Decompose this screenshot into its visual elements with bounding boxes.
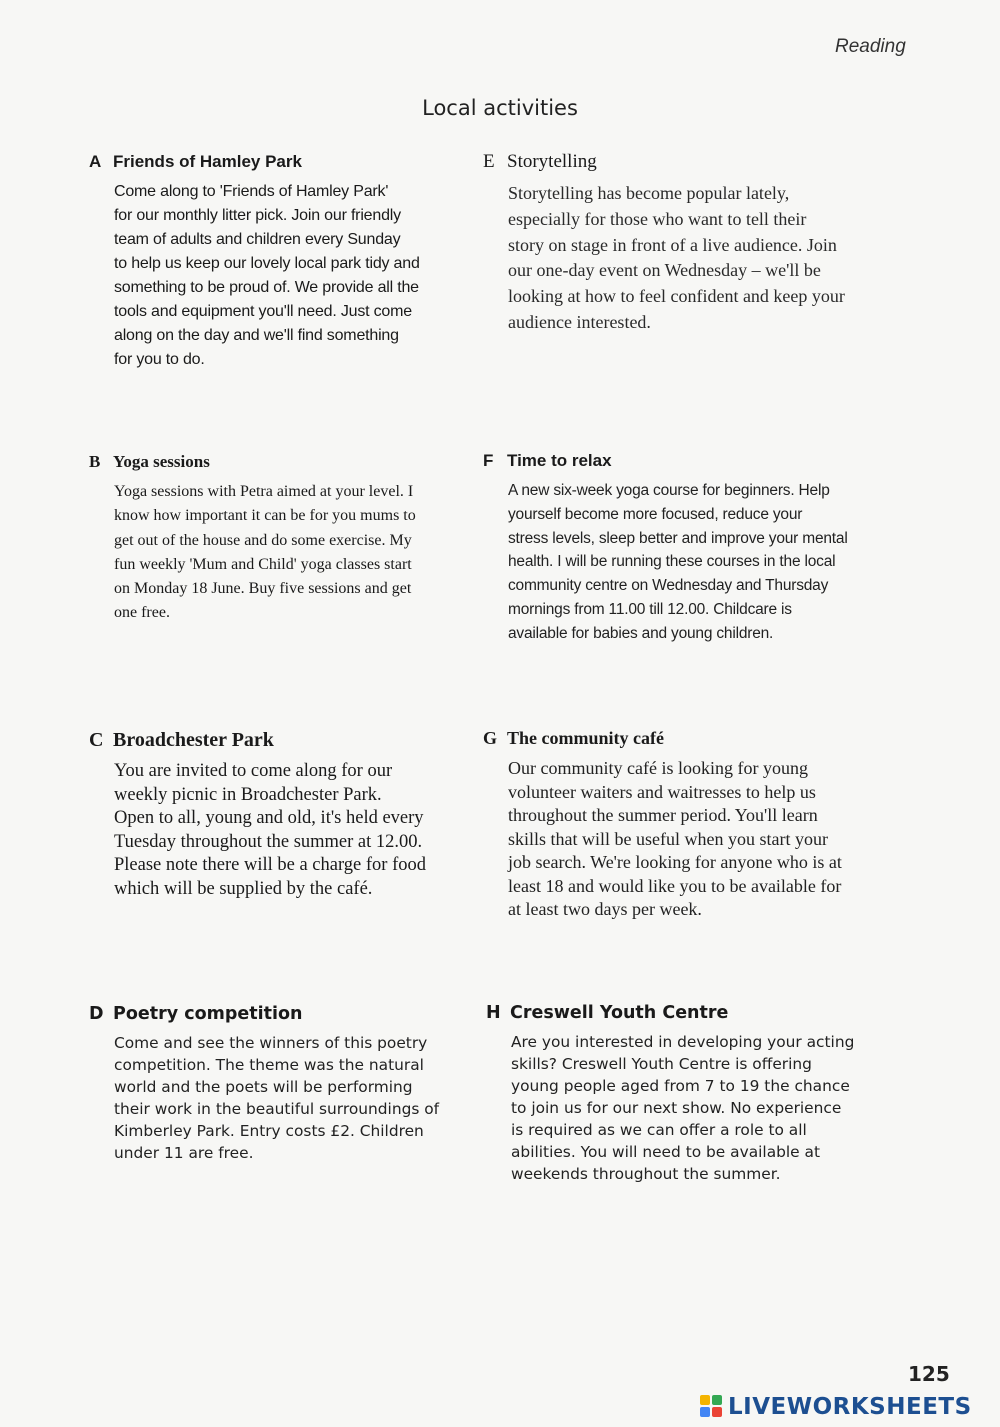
ad-letter: H: [486, 1003, 501, 1023]
ad-line: Storytelling has become popular lately,: [508, 183, 790, 203]
ad-line: available for babies and young children.: [508, 624, 774, 642]
ad-line: Come and see the winners of this poetry: [114, 1034, 428, 1052]
ad-body: [508, 181, 903, 336]
ad-e: [483, 151, 903, 336]
ad-body: [508, 479, 903, 646]
ad-line: get out of the house and do some exercise. My: [114, 531, 412, 549]
ad-line: stress levels, sleep better and improve your mental: [508, 529, 848, 547]
page-title: Local activities: [422, 96, 578, 120]
ad-line: fun weekly 'Mum and Child' yoga classes start: [114, 555, 412, 573]
ad-line: is required as we can offer a role to all: [511, 1121, 807, 1139]
ad-letter: B: [89, 452, 101, 471]
ad-letter: F: [483, 451, 494, 470]
ad-line: to help us keep our lovely local park tidy and: [114, 255, 420, 272]
ad-line: young people aged from 7 to 19 the chance: [511, 1077, 850, 1095]
ad-line: on Monday 18 June. Buy five sessions and get: [114, 580, 412, 598]
ad-line: Are you interested in developing your acting: [511, 1033, 855, 1051]
section-label: Reading: [835, 36, 906, 57]
ad-line: Yoga sessions with Petra aimed at your level. I: [114, 483, 414, 500]
ad-title: Friends of Hamley Park: [113, 152, 302, 171]
ad-h: [486, 1003, 906, 1185]
ad-body: [114, 760, 484, 901]
ad-title: Broadchester Park: [113, 729, 274, 751]
ad-line: team of adults and children every Sunday: [114, 231, 401, 248]
ad-letter: D: [89, 1004, 104, 1024]
ad-line: health. I will be running these courses in the local: [508, 553, 836, 571]
ad-line: competition. The theme was the natural: [114, 1056, 424, 1074]
ad-line: something to be proud of. We provide all the: [114, 279, 419, 296]
ad-line: community centre on Wednesday and Thursday: [508, 577, 829, 595]
ad-c: [89, 729, 484, 901]
ad-line: world and the poets will be performing: [114, 1078, 413, 1096]
ad-g: [483, 728, 903, 922]
ad-line: Kimberley Park. Entry costs £2. Children: [114, 1122, 424, 1140]
ad-line: along on the day and we'll find something: [114, 327, 399, 344]
ad-body: [114, 180, 484, 372]
ad-title: Yoga sessions: [113, 452, 210, 471]
ad-letter: C: [89, 729, 104, 751]
ad-title: Poetry competition: [113, 1004, 303, 1024]
ad-line: skills that will be useful when you start your: [508, 828, 828, 849]
ad-f: [483, 451, 903, 646]
ad-line: especially for those who want to tell their: [508, 208, 807, 229]
ad-line: story on stage in front of a live audience. Join: [508, 234, 837, 255]
watermark-text: LIVEWORKSHEETS: [728, 1394, 972, 1420]
ad-line: You are invited to come along for our: [114, 761, 393, 781]
ad-line: Open to all, young and old, it's held every: [114, 808, 424, 828]
ad-line: weekly picnic in Broadchester Park.: [114, 784, 382, 805]
ad-line: which will be supplied by the café.: [114, 878, 373, 899]
ad-line: audience interested.: [508, 311, 651, 332]
ad-line: Tuesday throughout the summer at 12.00.: [114, 831, 423, 852]
ad-title: Creswell Youth Centre: [510, 1003, 729, 1023]
ad-line: their work in the beautiful surroundings of: [114, 1100, 440, 1118]
ad-line: at least two days per week.: [508, 899, 702, 919]
ad-body: [114, 480, 484, 626]
ad-line: least 18 and would like you to be available for: [508, 875, 842, 896]
ad-line: looking at how to feel confident and keep your: [508, 286, 845, 307]
ad-line: throughout the summer period. You'll learn: [508, 805, 818, 825]
liveworksheets-watermark[interactable]: [700, 1392, 972, 1422]
ad-d: [89, 1004, 484, 1164]
ad-line: Our community café is looking for young: [508, 758, 808, 778]
ad-line: job search. We're looking for anyone who is at: [508, 852, 842, 872]
ad-b: [89, 452, 484, 626]
ad-line: to join us for our next show. No experience: [511, 1099, 842, 1117]
ad-line: know how important it can be for you mums to: [114, 507, 416, 525]
liveworksheets-logo-icon: [700, 1395, 724, 1419]
ad-line: one free.: [114, 604, 170, 622]
ad-line: abilities. You will need to be available at: [511, 1143, 820, 1161]
ad-letter: A: [89, 152, 102, 171]
ad-line: for you to do.: [114, 351, 205, 368]
ad-line: our one-day event on Wednesday – we'll be: [508, 260, 821, 281]
ad-body: [511, 1031, 906, 1185]
ad-letter: G: [483, 728, 498, 748]
ad-title: Storytelling: [507, 151, 597, 172]
ad-line: Come along to 'Friends of Hamley Park': [114, 183, 389, 200]
ad-title: Time to relax: [507, 451, 612, 470]
page-number: 125: [908, 1362, 950, 1386]
ad-line: A new six-week yoga course for beginners. Help: [508, 482, 830, 499]
ad-line: yourself become more focused, reduce your: [508, 505, 803, 523]
ad-line: volunteer waiters and waitresses to help us: [508, 781, 816, 802]
ad-line: for our monthly litter pick. Join our friendly: [114, 207, 401, 224]
ad-line: weekends throughout the summer.: [511, 1165, 781, 1183]
ad-a: [89, 152, 484, 372]
ad-line: tools and equipment you'll need. Just come: [114, 303, 412, 320]
ad-line: mornings from 11.00 till 12.00. Childcare is: [508, 600, 792, 618]
ad-title: The community café: [507, 728, 664, 748]
ad-letter: E: [483, 151, 495, 172]
ad-line: Please note there will be a charge for food: [114, 855, 426, 875]
ad-body: [114, 1032, 484, 1164]
ad-line: under 11 are free.: [114, 1144, 254, 1162]
ad-line: skills? Creswell Youth Centre is offering: [511, 1055, 812, 1073]
ad-body: [508, 757, 903, 922]
